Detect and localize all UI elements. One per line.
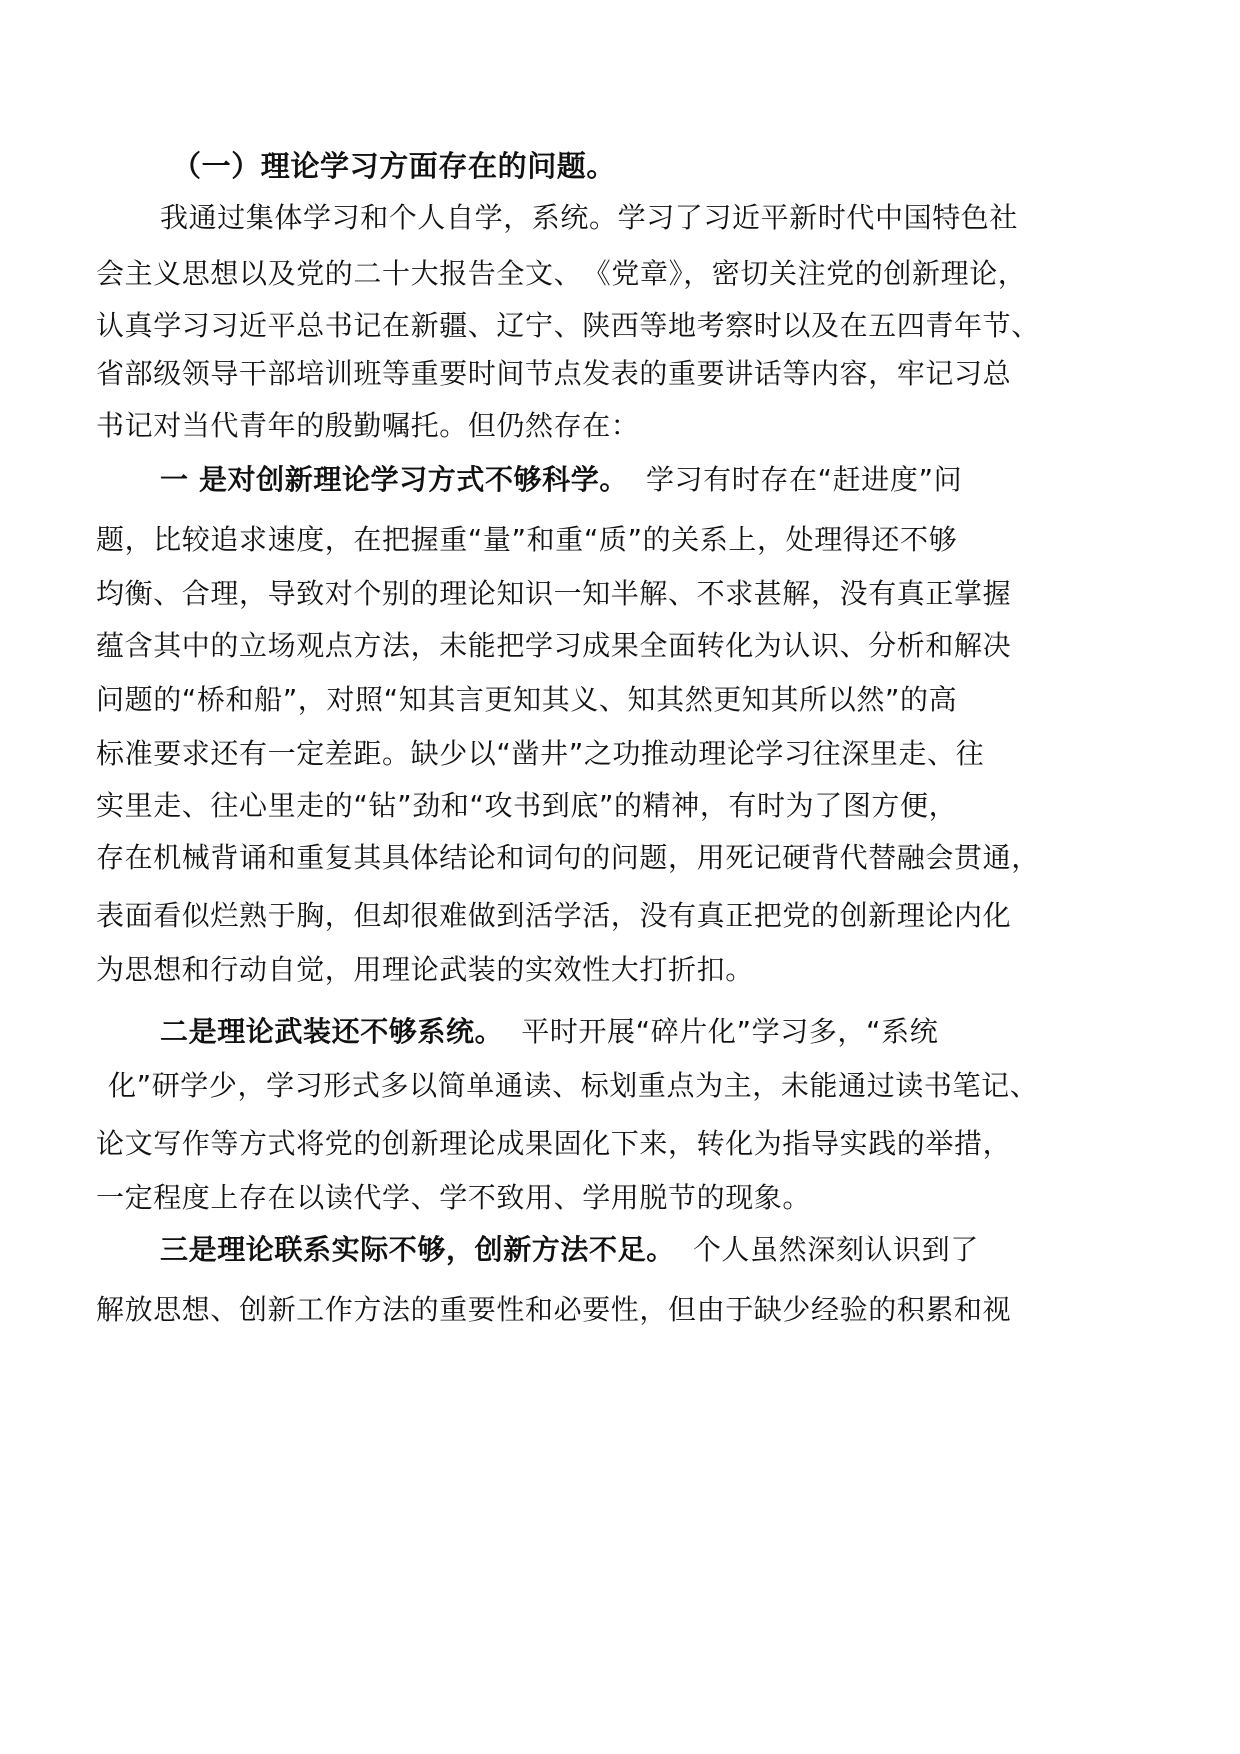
intro-line-4: 省部级领导干部培训班等重要时间节点发表的重要讲话等内容，牢记习总 [96,357,1012,390]
point1-title: 一 是对创新理论学习方式不够科学。 [160,463,628,496]
point2-first-line-text: 平时开展“碎片化”学习多，“系统 [521,1015,939,1048]
point1-line-4: 蕴含其中的立场观点方法，未能把学习成果全面转化为认识、分析和解决 [96,629,1012,662]
point3-first-line-text: 个人虽然深刻认识到了 [692,1233,979,1266]
point1-line-6: 标准要求还有一定差距。缺少以“凿井”之功推动理论学习往深里走、往 [96,737,985,770]
section-heading: （一）理论学习方面存在的问题。 [172,149,617,183]
point1-line-10: 为思想和行动自觉，用理论武装的实效性大打折扣。 [96,953,754,986]
point1-line-5: 问题的“桥和船”，对照“知其言更知其义、知其然更知其所以然”的高 [96,683,958,716]
point1-line-9: 表面看似烂熟于胸，但却很难做到活学活，没有真正把党的创新理论内化 [96,899,1012,932]
point3-first-line [160,1232,979,1268]
point2-line-4: 一定程度上存在以读代学、学不致用、学用脱节的现象。 [96,1181,812,1214]
point2-title: 二是理论武装还不够系统。 [160,1015,504,1048]
point2-line-2: 化”研学少，学习形式多以简单通读、标划重点为主，未能通过读书笔记、 [108,1069,1039,1102]
point1-line-7: 实里走、往心里走的“钻”劲和“攻书到底”的精神，有时为了图方便， [96,789,958,822]
intro-line-5: 书记对当代青年的殷勤嘱托。但仍然存在： [96,409,640,442]
intro-line-1: 我通过集体学习和个人自学，系统。学习了习近平新时代中国特色社 [160,201,1019,234]
point1-line-2: 题，比较追求速度，在把握重“量”和重“质”的关系上，处理得还不够 [96,523,958,556]
point1-line-8: 存在机械背诵和重复其具体结论和词句的问题，用死记硬背代替融会贯通， [96,841,1040,874]
point3-line-2: 解放思想、创新工作方法的重要性和必要性，但由于缺少经验的积累和视 [96,1293,1012,1326]
point2-first-line [160,1014,938,1050]
point1-first-line [160,462,962,498]
point1-first-line-text: 学习有时存在“赶进度”问 [645,463,963,496]
point1-line-3: 均衡、合理，导致对个别的理论知识一知半解、不求甚解，没有真正掌握 [96,577,1012,610]
intro-line-2: 会主义思想以及党的二十大报告全文、 《党章》，密切关注党的创新理论， [96,257,1027,290]
point3-title: 三是理论联系实际不够，创新方法不足。 [160,1233,675,1266]
intro-line-3: 认真学习习近平总书记在新疆、辽宁、陕西等地考察时以及在五四青年节、 [96,309,1040,342]
point2-line-3: 论文写作等方式将党的创新理论成果固化下来，转化为指导实践的举措， [96,1127,1012,1160]
